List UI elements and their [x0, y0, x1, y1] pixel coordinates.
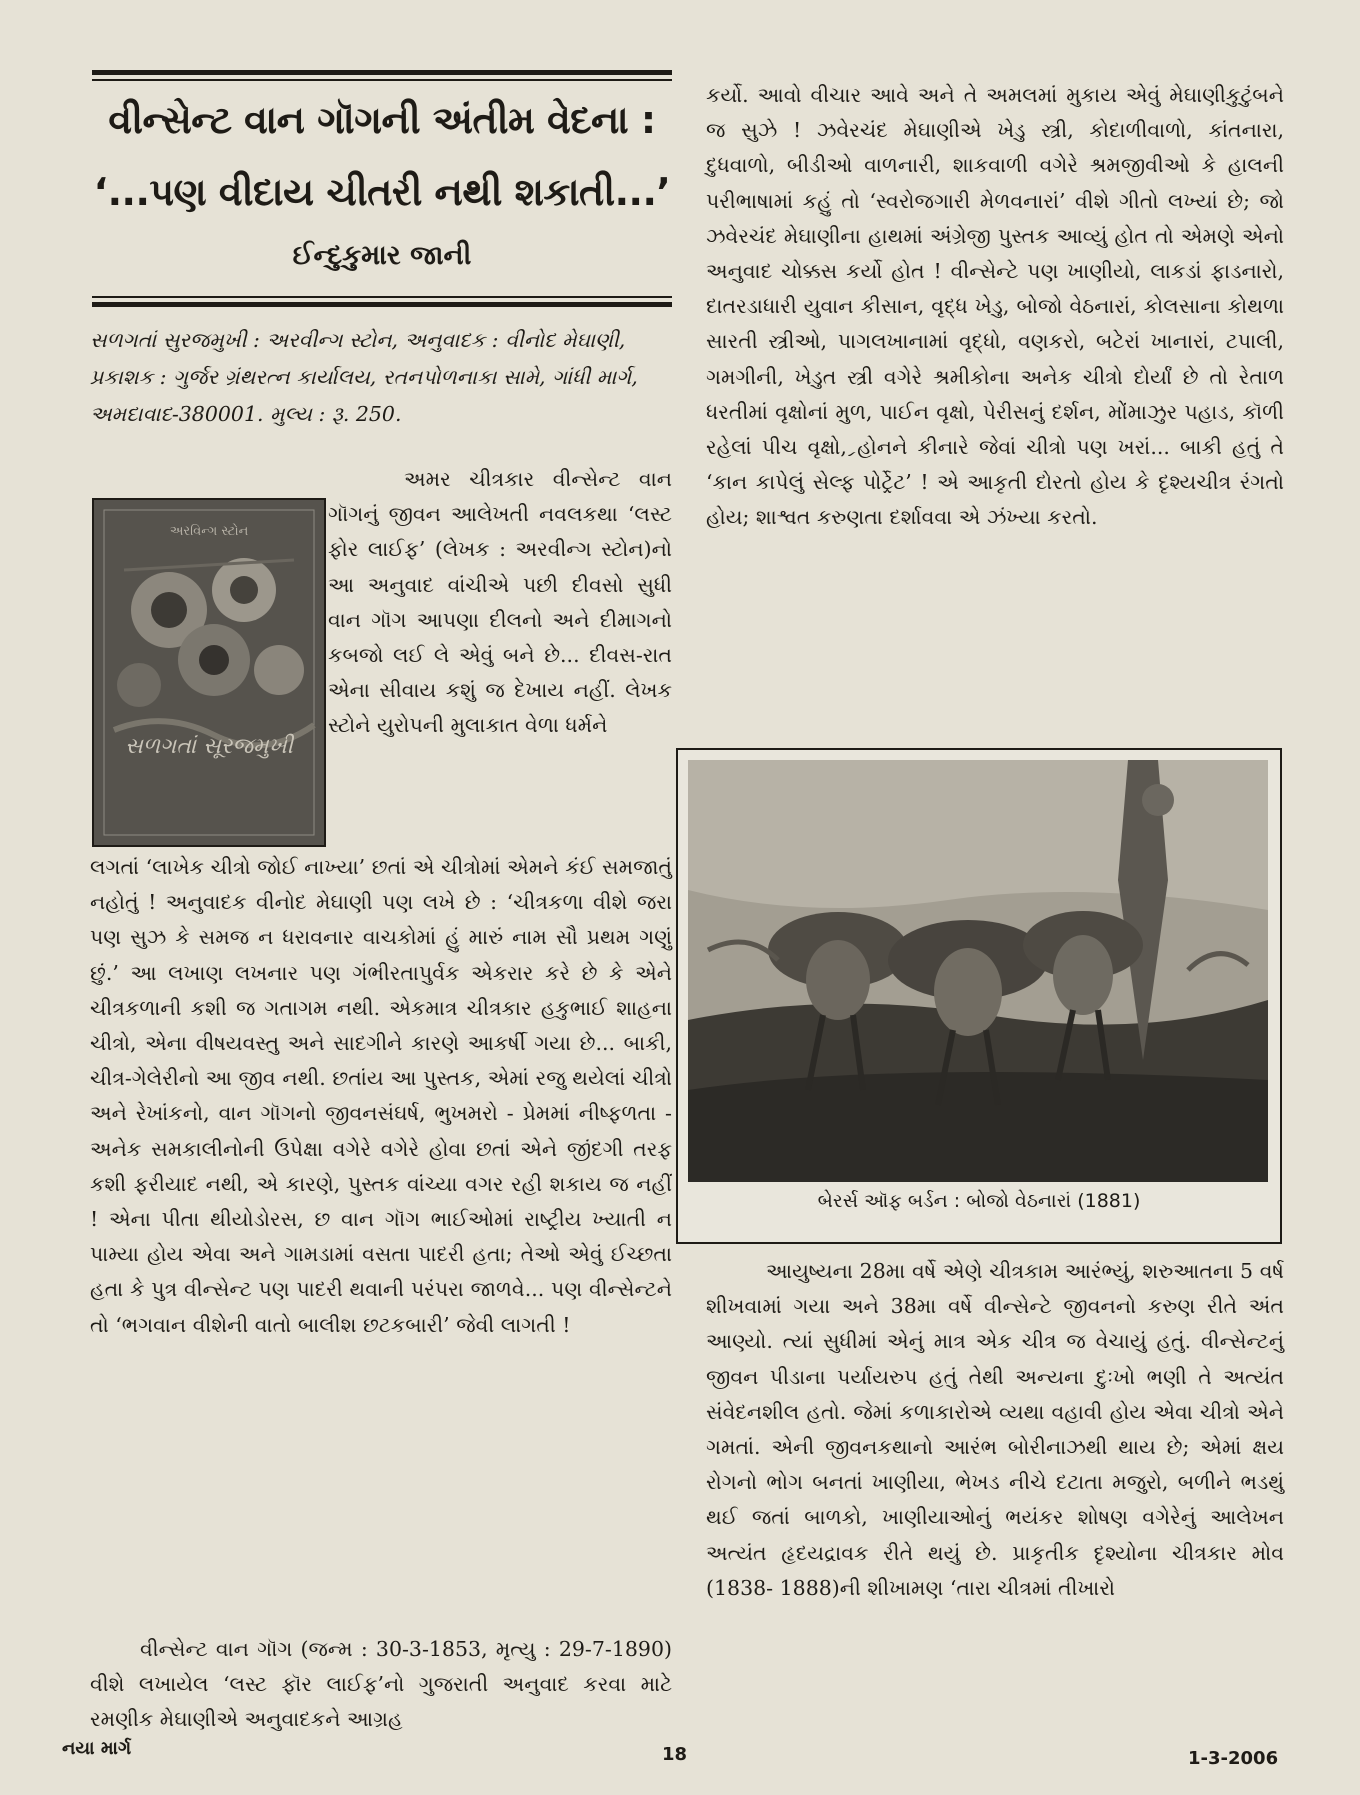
- figure-caption: બેરર્સ ઑફ બર્ડન : બોજો વેઠનારાં (1881): [817, 1190, 1141, 1212]
- footer-date: 1-3-2006: [1188, 1748, 1279, 1769]
- cover-title-text: સળગતાં સૂરજમુખી: [125, 734, 293, 759]
- title-bottom-rule-thin: [92, 296, 672, 298]
- left-para-wrap: અમર ચીત્રકાર વીન્સેન્ટ વાન ગૉગનું જીવન આલેખતી નવલકથા ‘લસ્ટ ફોર લાઈફ’ (લેખક : અરવીન્ગ સ્ટોન)નો આ અનુવાદ વાંચીએ પછી દીવસો સુધી વાન ગૉગ આપણા દીલનો અને દીમાગનો કબજો લઈ લે એવું બને છે... દીવસ-રાત એના સીવાય કશું જ દેખાય નહીં. લેખક સ્ટોને યુરોપની મુલાકાત વેળા ધર્મને: [328, 467, 672, 738]
- left-para-2: વીન્સેન્ટ વાન ગૉગ (જન્મ : 30-3-1853, મૃત્યુ : 29-7-1890) વીશે લખાયેલ ‘લસ્ટ ફૉર લાઈફ’નો ગુજરાતી અનુવાદ કરવા માટે રમણીક મેઘાણીએ અનુવાદકને આગ્રહ: [90, 1637, 672, 1732]
- book-credits: સળગતાં સુરજમુખી : અરવીન્ગ સ્ટોન, અનુવાદક : વીનોદ મેઘાણી, પ્રકાશક : ગુર્જર ગ્રંથરત્ન કાર્યાલય, રતનપોળનાકા સામે, ગાંધી માર્ગ, અમદાવાદ-380001. મુલ્ય : રૂ. 250.: [90, 328, 638, 426]
- right-para-1: કર્યો. આવો વીચાર આવે અને તે અમલમાં મુકાય એવું મેઘાણીકુટુંબને જ સુઝે ! ઝવેરચંદ મેઘાણીએ ખેડુ સ્ત્રી, કોદાળીવાળો, કાંતનારા, દુધવાળો, બીડીઓ વાળનારી, શાકવાળી વગેરે શ્રમજીવીઓ કે હાલની પરીભાષામાં કહું તો ‘સ્વરોજગારી મેળવનારાં’ વીશે ગીતો લખ્યાં છે; જો ઝવેરચંદ મેઘાણીના હાથમાં અંગ્રેજી પુસ્તક આવ્યું હોત તો એમણે એનો અનુવાદ ચોક્કસ કર્યો હોત ! વીન્સેન્ટે પણ ખાણીયો, લાકડાં ફાડનારો, દાતરડાધારી યુવાન કીસાન, વૃદ્ધ ખેડુ, બોજો વેઠનારાં, કોલસાના કોથળા સારતી સ્ત્રીઓ, પાગલખાનામાં વૃદ્ધો, વણકરો, બટેરાં ખાનારાં, ટપાલી, ગમગીની, ખેડુત સ્ત્રી વગેરે શ્રમીકોના અનેક ચીત્રો દોર્યાં છે તો રેતાળ ધરતીમાં વૃક્ષોનાં મુળ, પાઈન વૃક્ષો, પેરીસનું દર્શન, મોંમાઝુર પહાડ, કૉળી રહેલાં પીચ વૃક્ષો, ર્‍હોનને કીનારે જેવાં ચીત્રો પણ ખરાં... બાકી હતું તે ‘કાન કાપેલું સેલ્ફ પોર્ટ્રેટ’ ! એ આકૃતી દોરતો હોય કે દૃશ્યચીત્ર રંગતો હોય; શાશ્વત કરુણતા દર્શાવવા એ ઝંખ્યા કરતો.: [706, 83, 1284, 530]
- painting-image: [688, 760, 1268, 1182]
- article-author: ઈન્દુકુમાર જાની: [292, 240, 472, 271]
- footer-page-number: 18: [662, 1744, 688, 1765]
- book-cover-illustration: [94, 500, 324, 845]
- footer-magazine-name: નયા માર્ગ: [62, 1738, 132, 1759]
- article-title-line-2: ‘...પણ વીદાય ચીતરી નથી શકાતી...’: [93, 170, 671, 214]
- cover-author-text: અરવિન્ગ સ્ટોન: [169, 524, 249, 539]
- article-title-line-1: વીન્સેન્ટ વાન ગૉગની અંતીમ વેદના :: [108, 98, 656, 142]
- title-top-rule: [92, 70, 672, 75]
- painting-figure: [676, 748, 1282, 1244]
- painting-illustration: [688, 760, 1268, 1182]
- title-bottom-rule: [92, 302, 672, 307]
- title-top-rule-thin: [92, 79, 672, 81]
- book-cover-image: [92, 498, 326, 847]
- right-para-2: આયુષ્યના 28મા વર્ષે એણે ચીત્રકામ આરંભ્યું, શરુઆતના 5 વર્ષ શીખવામાં ગયા અને 38મા વર્ષે વીન્સેન્ટે જીવનનો કરુણ રીતે અંત આણ્યો. ત્યાં સુધીમાં એનું માત્ર એક ચીત્ર જ વેચાયું હતું. વીન્સેન્ટનું જીવન પીડાના પર્યાયરુપ હતું તેથી અન્યના દુઃખો ભણી તે અત્યંત સંવેદનશીલ હતો. જેમાં કળાકારોએ વ્યથા વહાવી હોય એવા ચીત્રો એને ગમતાં. એની જીવનકથાનો આરંભ બોરીનાઝથી થાય છે; એમાં ક્ષય રોગનો ભોગ બનતાં ખાણીયા, ભેખડ નીચે દટાતા મજુરો, બળીને ભડથું થઈ જતાં બાળકો, ખાણીયાઓનું ભયંકર શોષણ વગેરેનું આલેખન અત્યંત હૃદયદ્રાવક રીતે થયું છે. પ્રાકૃતીક દૃશ્યોના ચીત્રકાર મોવ (1838- 1888)ની શીખામણ ‘તારા ચીત્રમાં તીખારો: [706, 1259, 1284, 1600]
- left-para-continued: લગતાં ‘લાખેક ચીત્રો જોઈ નાખ્યા’ છતાં એ ચીત્રોમાં એમને કંઈ સમજાતું નહોતું ! અનુવાદક વીનોદ મેઘાણી પણ લખે છે : ‘ચીત્રકળા વીશે જરા પણ સુઝ કે સમજ ન ધરાવનાર વાચકોમાં હું મારું નામ સૌ પ્રથમ ગણું છું.’ આ લખાણ લખનાર પણ ગંભીરતાપુર્વક એકરાર કરે છે કે એને ચીત્રકળાની કશી જ ગતાગમ નથી. એકમાત્ર ચીત્રકાર હકુભાઈ શાહના ચીત્રો, એના વીષયવસ્તુ અને સાદગીને કારણે આકર્ષી ગયા છે... બાકી, ચીત્ર-ગેલેરીનો આ જીવ નથી. છતાંય આ પુસ્તક, એમાં રજુ થયેલાં ચીત્રો અને રેખાંકનો, વાન ગૉગનો જીવનસંઘર્ષ, ભુખમરો - પ્રેમમાં નીષ્ફળતા - અનેક સમકાલીનોની ઉપેક્ષા વગેરે વગેરે હોવા છતાં એને જીંદગી તરફ કશી ફરીયાદ નથી, એ કારણે, પુસ્તક વાંચ્યા વગર રહી શકાય જ નહીં ! એના પીતા થીયોડોરસ, છ વાન ગૉગ ભાઈઓમાં રાષ્ટ્રીય ખ્યાતી ન પામ્યા હોય એવા અને ગામડામાં વસતા પાદરી હતા; તેઓ એવું ઈચ્છતા હતા કે પુત્ર વીન્સેન્ટ પણ પાદરી થવાની પરંપરા જાળવે... પણ વીન્સેન્ટને તો ‘ભગવાન વીશેની વાતો બાલીશ છટકબારી’ જેવી લાગતી !: [90, 855, 672, 1337]
